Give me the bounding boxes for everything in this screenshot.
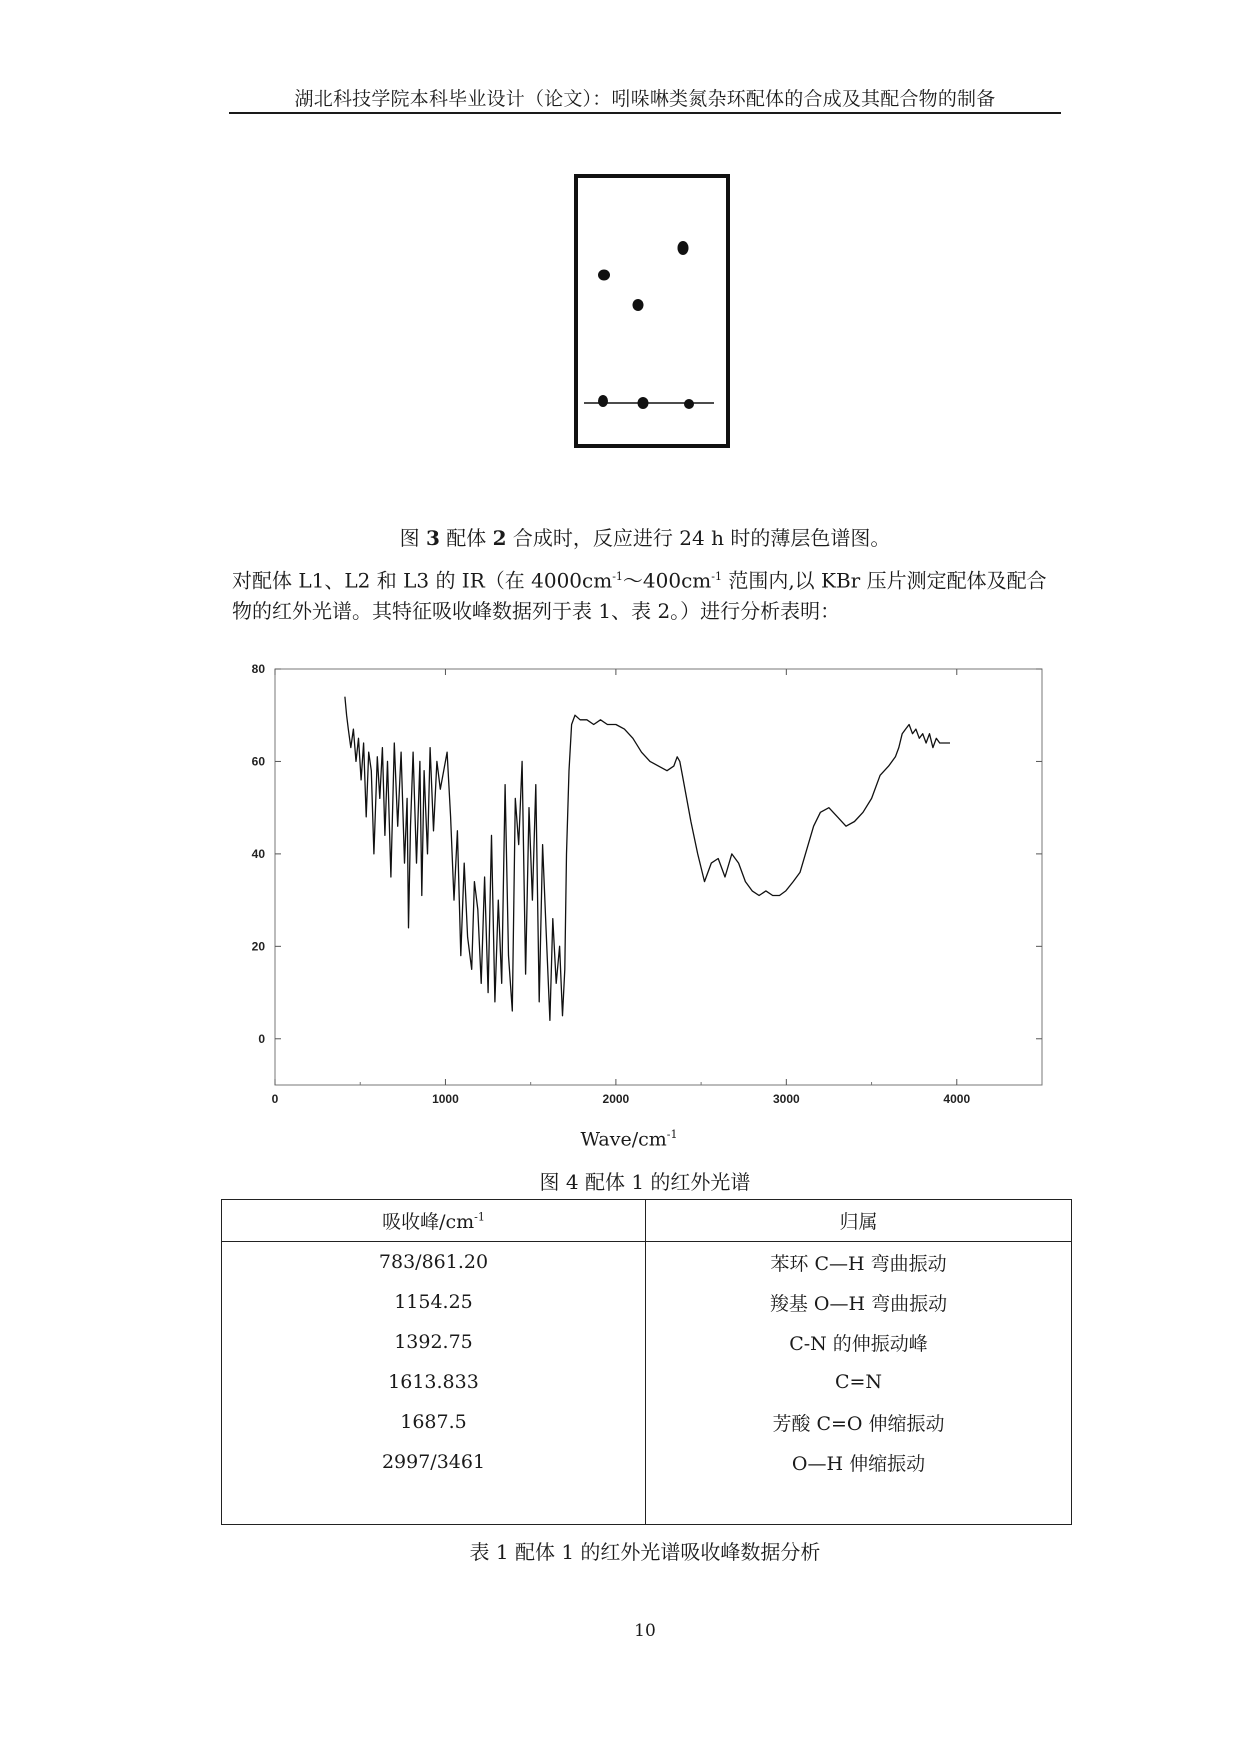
tlc-spot [638,397,649,409]
table-row [222,1242,1072,1283]
ir-peak-table [221,1199,1072,1525]
table-cell-assignment: 芳酸 C=O 伸缩振动 [646,1402,1072,1442]
tlc-spot [678,241,689,255]
ir-spectrum-chart [232,655,1062,1106]
chart-series [345,697,950,1021]
plot-frame [275,669,1042,1085]
table-row [222,1402,1072,1442]
table-cell-peak: 2997/3461 [222,1442,646,1482]
spectrum-line [345,697,950,1021]
tlc-spot [598,395,608,407]
table-cell-assignment: C=N [646,1362,1072,1402]
table-cell-peak: 1154.25 [222,1282,646,1322]
paragraph-line-2: 物的红外光谱。其特征吸收峰数据列于表 1、表 2。）进行分析表明： [232,599,841,623]
y-tick-label: 20 [251,939,265,954]
tlc-spot [684,399,694,409]
table-row [222,1362,1072,1402]
table-cell-assignment: 羧基 O—H 弯曲振动 [646,1282,1072,1322]
tlc-plate-figure [574,174,730,448]
table-row-empty [222,1482,1072,1525]
table-header-peak: 吸收峰$/cm^{-1}$ [222,1200,646,1242]
chart-ticks [252,662,1042,1106]
table-cell-assignment: O—H 伸缩振动 [646,1442,1072,1482]
table-row [222,1282,1072,1322]
x-tick-label: 4000 [943,1092,971,1106]
page-number: 10 [634,1621,656,1641]
y-tick-label: 0 [258,1031,265,1046]
table-row [222,1442,1072,1482]
x-tick-label: 1000 [432,1092,459,1106]
x-tick-label: 2000 [602,1092,630,1106]
tlc-plate-border [576,176,728,446]
table-header-row [222,1200,1072,1242]
tlc-spot [633,299,644,311]
table-cell-peak: 1392.75 [222,1322,646,1362]
y-tick-label: 40 [251,846,265,861]
chart-x-axis-label: Wave/$cm^{-1}$ [580,1128,678,1151]
table-cell-assignment: C-N 的伸振动峰 [646,1322,1072,1362]
table-cell-empty [646,1482,1072,1525]
tlc-spot [598,270,610,281]
table-cell-peak: 783/861.20 [222,1242,646,1283]
table-cell-peak: 1687.5 [222,1402,646,1442]
x-tick-label: 3000 [772,1092,800,1106]
table1-caption: 表 1 配体 1 的红外光谱吸收峰数据分析 [469,1540,821,1564]
table-header-assignment: 归属 [646,1200,1072,1242]
y-tick-label: 80 [251,662,265,676]
x-tick-label: 0 [271,1092,279,1106]
table-cell-empty [222,1482,646,1525]
y-tick-label: 60 [251,754,265,769]
running-header: 湖北科技学院本科毕业设计（论文）：吲哚啉类氮杂环配体的合成及其配合物的制备 [294,88,996,110]
paragraph-line-1: 对配体 L1、L2 和 L3 的 IR（在 $4000cm^{-1}\sim 400cm^{-1}$ 范围内,以 KBr 压片测定配体及配合 [232,568,1047,593]
chart-axes [275,669,1042,1085]
table-cell-assignment: 苯环 C—H 弯曲振动 [646,1242,1072,1283]
figure3-caption: 图 3 配体 2 合成时，反应进行 24 h 时的薄层色谱图。 [399,526,891,550]
header-rule [229,112,1061,114]
table-row [222,1322,1072,1362]
figure4-caption: 图 4 配体 1 的红外光谱 [539,1170,751,1194]
table-cell-peak: 1613.833 [222,1362,646,1402]
